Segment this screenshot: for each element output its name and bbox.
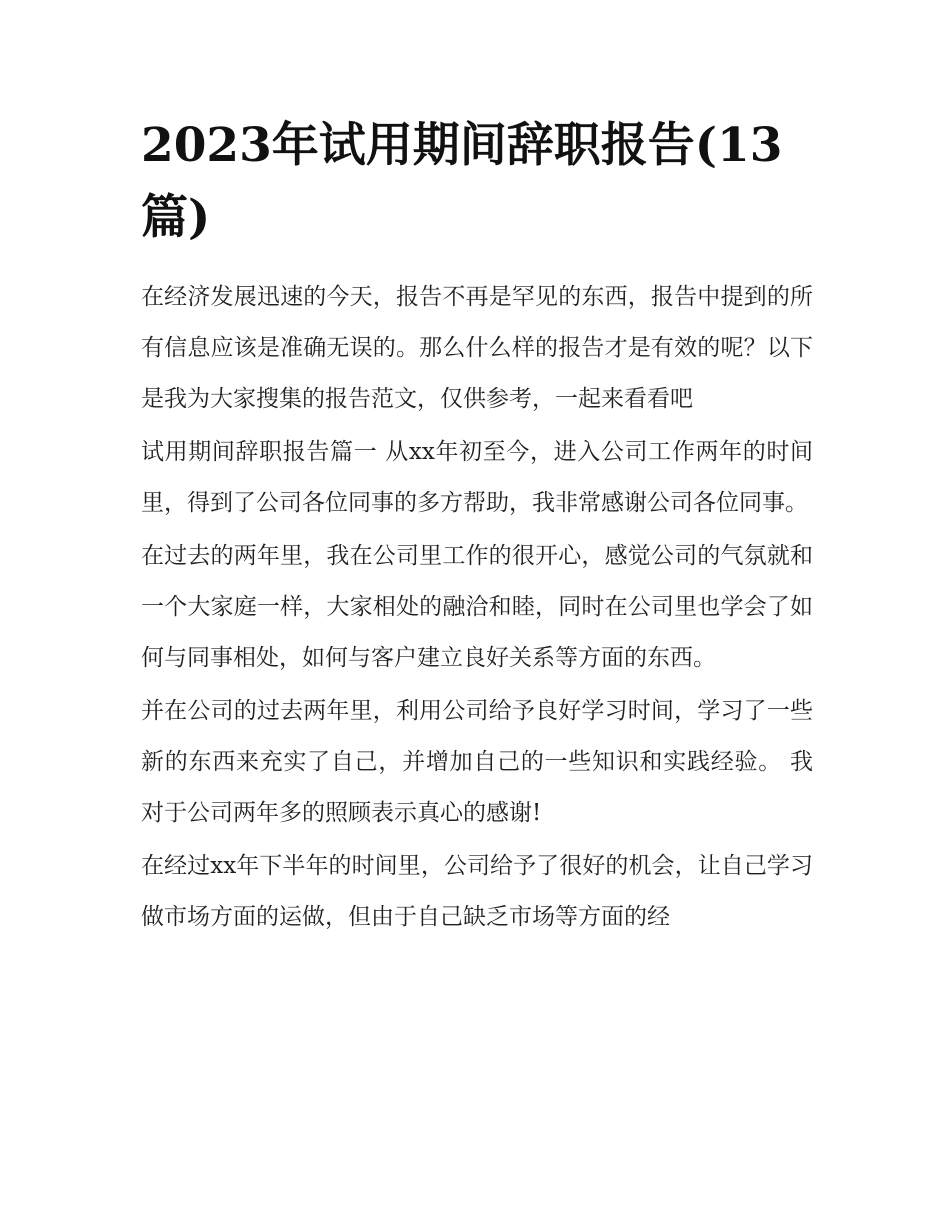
paragraph-intro: 在经济发展迅速的今天，报告不再是罕见的东西，报告中提到的所有信息应该是准确无误的。那么什么样的报告才是有效的呢？以下是我为大家搜集的报告范文，仅供参考，一起来看看吧 [141,284,813,412]
paragraph-past-two-years: 在过去的两年里，我在公司里工作的很开心，感觉公司的气氛就和一个大家庭一样，大家相处的融洽和睦，同时在公司里也学会了如何与同事相处，如何与客户建立良好关系等方面的东西。 [141,543,813,671]
paragraph-learning-gratitude: 并在公司的过去两年里，利用公司给予良好学习时间，学习了一些新的东西来充实了自己，并增加自己的一些知识和实践经验。 我对于公司两年多的照顾表示真心的感谢! [141,698,813,826]
document-title: 2023年试用期间辞职报告(13篇) [141,118,783,245]
paragraph-market-experience: 在经过xx年下半年的时间里，公司给予了很好的机会，让自己学习做市场方面的运做，但由于自己缺乏市场等方面的经 [141,853,813,930]
paragraph-chapter-one-opening: 试用期间辞职报告篇一 从xx年初至今，进入公司工作两年的时间里，得到了公司各位同事的多方帮助，我非常感谢公司各位同事。 [141,439,813,516]
document-body [141,110,813,945]
